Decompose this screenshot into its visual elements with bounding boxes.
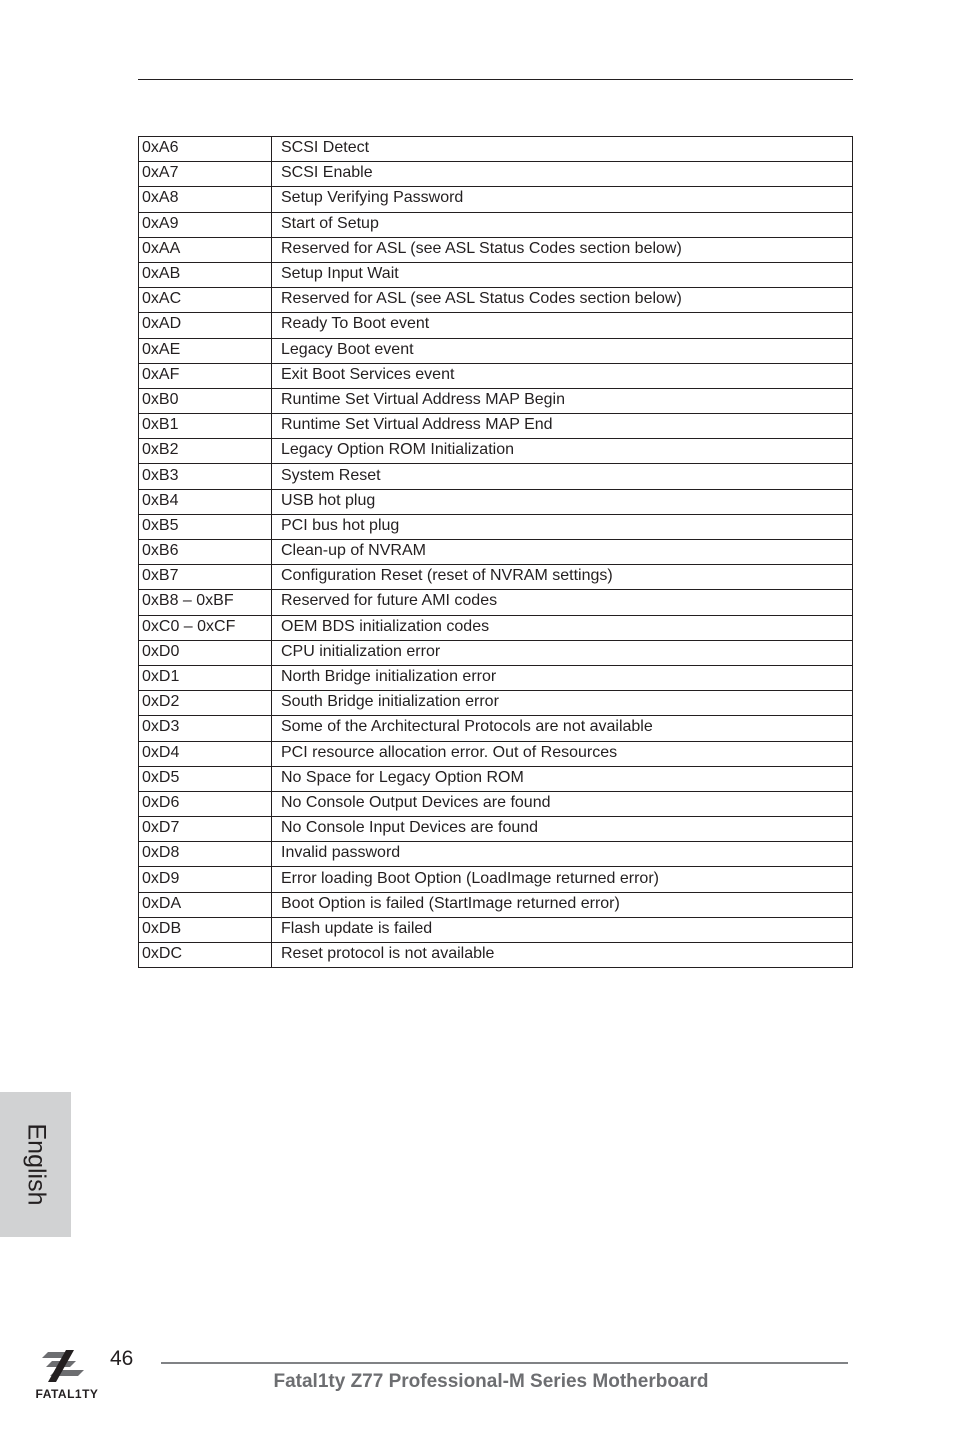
description-cell: Legacy Option ROM Initialization (272, 439, 853, 464)
description-cell: Setup Verifying Password (272, 187, 853, 212)
code-cell: 0xA8 (139, 187, 272, 212)
page-number: 46 (110, 1347, 134, 1370)
description-cell: CPU initialization error (272, 640, 853, 665)
code-cell: 0xB3 (139, 464, 272, 489)
top-rule (138, 79, 853, 80)
code-cell: 0xB5 (139, 514, 272, 539)
table-row (139, 943, 853, 968)
post-code-table-body (139, 137, 853, 968)
table-row (139, 489, 853, 514)
description-cell: USB hot plug (272, 489, 853, 514)
table-row (139, 766, 853, 791)
description-cell: No Console Input Devices are found (272, 817, 853, 842)
code-cell: 0xB7 (139, 565, 272, 590)
description-cell: Runtime Set Virtual Address MAP Begin (272, 388, 853, 413)
code-cell: 0xAF (139, 363, 272, 388)
code-cell: 0xD7 (139, 817, 272, 842)
description-cell: No Space for Legacy Option ROM (272, 766, 853, 791)
code-cell: 0xB6 (139, 540, 272, 565)
code-cell: 0xB4 (139, 489, 272, 514)
table-row (139, 615, 853, 640)
table-row (139, 187, 853, 212)
language-tab-label: English (22, 1123, 50, 1206)
table-row (139, 691, 853, 716)
description-cell: Reserved for ASL (see ASL Status Codes section below) (272, 288, 853, 313)
table-row (139, 338, 853, 363)
table-row (139, 514, 853, 539)
code-cell: 0xD1 (139, 665, 272, 690)
table-row (139, 892, 853, 917)
language-tab (0, 1092, 71, 1237)
table-row (139, 716, 853, 741)
description-cell: Reserved for ASL (see ASL Status Codes section below) (272, 237, 853, 262)
code-cell: 0xA7 (139, 162, 272, 187)
post-code-table (138, 136, 853, 968)
description-cell: Runtime Set Virtual Address MAP End (272, 414, 853, 439)
table-row (139, 867, 853, 892)
code-cell: 0xD9 (139, 867, 272, 892)
table-row (139, 565, 853, 590)
table-row (139, 791, 853, 816)
code-cell: 0xD2 (139, 691, 272, 716)
description-cell: Clean-up of NVRAM (272, 540, 853, 565)
code-cell: 0xB0 (139, 388, 272, 413)
code-cell: 0xD3 (139, 716, 272, 741)
description-cell: Exit Boot Services event (272, 363, 853, 388)
table-row (139, 363, 853, 388)
code-cell: 0xAD (139, 313, 272, 338)
table-row (139, 464, 853, 489)
description-cell: Error loading Boot Option (LoadImage returned error) (272, 867, 853, 892)
code-cell: 0xDB (139, 917, 272, 942)
description-cell: Setup Input Wait (272, 262, 853, 287)
footer-rule (161, 1362, 848, 1364)
code-cell: 0xD0 (139, 640, 272, 665)
table-row (139, 817, 853, 842)
description-cell: SCSI Detect (272, 137, 853, 162)
description-cell: Some of the Architectural Protocols are not available (272, 716, 853, 741)
table-row (139, 414, 853, 439)
description-cell: No Console Output Devices are found (272, 791, 853, 816)
table-row (139, 590, 853, 615)
description-cell: OEM BDS initialization codes (272, 615, 853, 640)
description-cell: PCI resource allocation error. Out of Resources (272, 741, 853, 766)
description-cell: SCSI Enable (272, 162, 853, 187)
description-cell: Invalid password (272, 842, 853, 867)
table-row (139, 665, 853, 690)
table-row (139, 842, 853, 867)
table-row (139, 288, 853, 313)
description-cell: North Bridge initialization error (272, 665, 853, 690)
description-cell: Reserved for future AMI codes (272, 590, 853, 615)
table-row (139, 162, 853, 187)
code-cell: 0xD5 (139, 766, 272, 791)
code-cell: 0xC0 – 0xCF (139, 615, 272, 640)
code-cell: 0xAE (139, 338, 272, 363)
table-row (139, 313, 853, 338)
code-cell: 0xAB (139, 262, 272, 287)
table-row (139, 212, 853, 237)
table-row (139, 388, 853, 413)
description-cell: South Bridge initialization error (272, 691, 853, 716)
footer-title: Fatal1ty Z77 Professional-M Series Motherboard (273, 1371, 709, 1392)
description-cell: System Reset (272, 464, 853, 489)
description-cell: Legacy Boot event (272, 338, 853, 363)
description-cell: Boot Option is failed (StartImage returned error) (272, 892, 853, 917)
table-row (139, 741, 853, 766)
code-cell: 0xB2 (139, 439, 272, 464)
description-cell: Reset protocol is not available (272, 943, 853, 968)
code-cell: 0xD4 (139, 741, 272, 766)
code-cell: 0xAA (139, 237, 272, 262)
code-cell: 0xD8 (139, 842, 272, 867)
code-cell: 0xD6 (139, 791, 272, 816)
table-row (139, 262, 853, 287)
code-cell: 0xA9 (139, 212, 272, 237)
description-cell: Start of Setup (272, 212, 853, 237)
code-cell: 0xAC (139, 288, 272, 313)
code-cell: 0xDA (139, 892, 272, 917)
code-cell: 0xB1 (139, 414, 272, 439)
description-cell: Configuration Reset (reset of NVRAM settings) (272, 565, 853, 590)
description-cell: PCI bus hot plug (272, 514, 853, 539)
table-row (139, 439, 853, 464)
table-row (139, 540, 853, 565)
table-row (139, 640, 853, 665)
description-cell: Ready To Boot event (272, 313, 853, 338)
description-cell: Flash update is failed (272, 917, 853, 942)
table-row (139, 917, 853, 942)
logo-text: FATAL1TY (35, 1387, 99, 1401)
code-cell: 0xA6 (139, 137, 272, 162)
code-cell: 0xDC (139, 943, 272, 968)
table-row (139, 137, 853, 162)
table-row (139, 237, 853, 262)
fatal1ty-logo-icon (26, 1348, 108, 1404)
code-cell: 0xB8 – 0xBF (139, 590, 272, 615)
